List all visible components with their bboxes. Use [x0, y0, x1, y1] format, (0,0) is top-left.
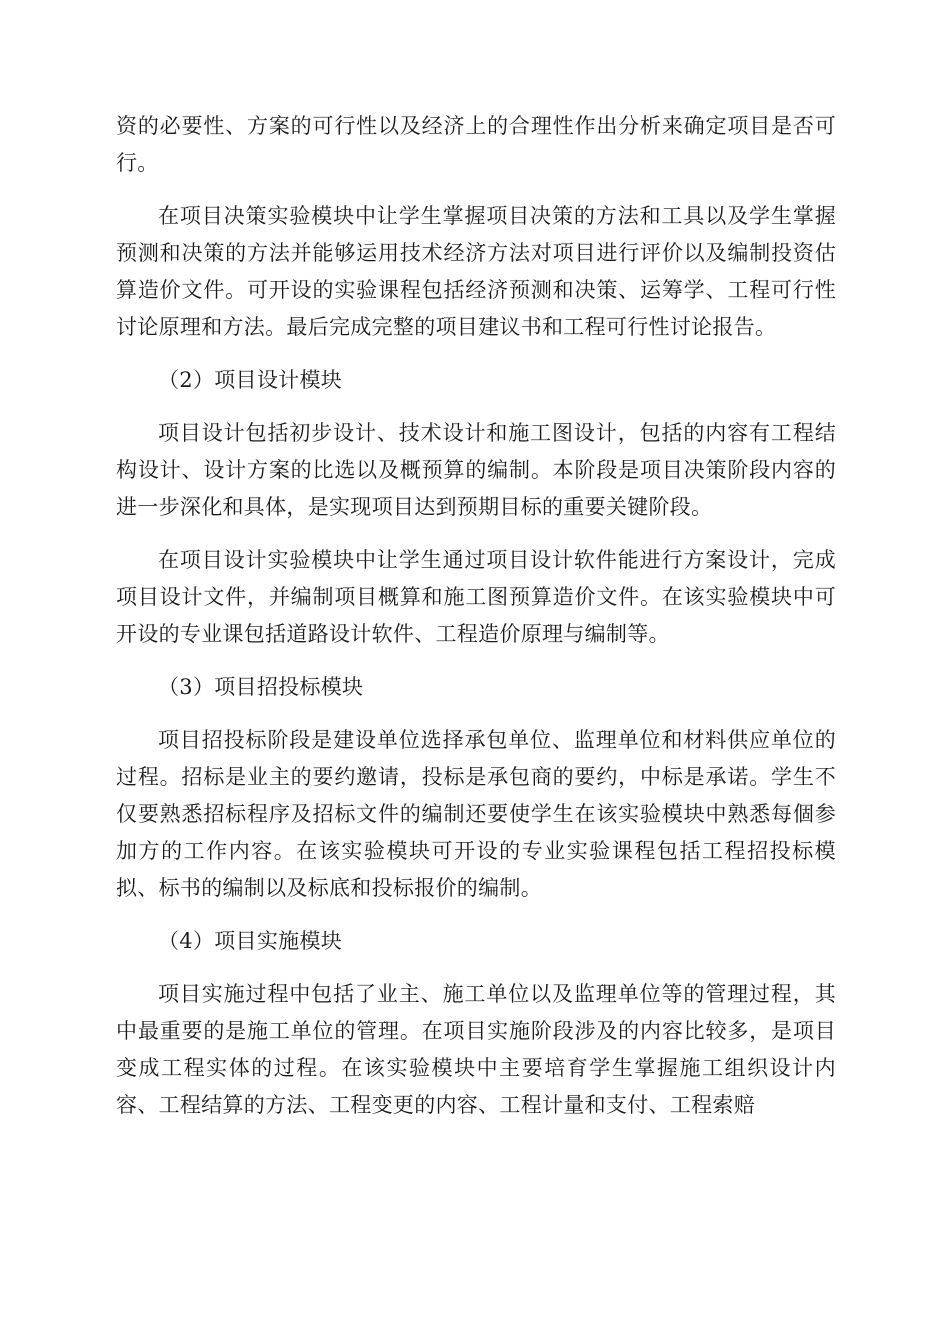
- document-page: [116, 108, 836, 1124]
- paragraph-design-intro: 项目设计包括初步设计、技术设计和施工图设计，包括的内容有工程结构设计、设计方案的比选以及概预算的编制。本阶段是项目决策阶段内容的进一步深化和具体，是实现项目达到预期目标的重要关键阶段。: [116, 421, 836, 519]
- paragraph-bidding: 项目招投标阶段是建设单位选择承包单位、监理单位和材料供应单位的过程。招标是业主的要约邀请，投标是承包商的要约，中标是承诺。学生不仅要熟悉招标程序及招标文件的编制还要使学生在该实验模块中熟悉每個参加方的工作内容。在该实验模块可开设的专业实验课程包括工程招投标模拟、标书的编制以及标底和投标报价的编制。: [116, 728, 836, 900]
- paragraph-design-lab: 在项目设计实验模块中让学生通过项目设计软件能进行方案设计，完成项目设计文件，并编制项目概算和施工图预算造价文件。在该实验模块中可开设的专业课包括道路设计软件、工程造价原理与编制等。: [116, 548, 836, 646]
- paragraph-decision-lab: 在项目决策实验模块中让学生掌握项目决策的方法和工具以及学生掌握预测和决策的方法并能够运用技术经济方法对项目进行评价以及编制投资估算造价文件。可开设的实验课程包括经济预测和决策、运筹学、工程可行性讨论原理和方法。最后完成完整的项目建议书和工程可行性讨论报告。: [116, 204, 836, 339]
- heading-implementation-module: （4）项目实施模块: [158, 929, 343, 953]
- paragraph-continuation: 资的必要性、方案的可行性以及经济上的合理性作出分析来确定项目是否可行。: [116, 114, 836, 175]
- paragraph-implementation: 项目实施过程中包括了业主、施工单位以及监理单位等的管理过程，其中最重要的是施工单位的管理。在项目实施阶段涉及的内容比较多，是项目变成工程实体的过程。在该实验模块中主要培育学生掌握施工组织设计内容、工程结算的方法、工程变更的内容、工程计量和支付、工程索赔: [116, 982, 836, 1117]
- heading-bidding-module: （3）项目招投标模块: [158, 675, 364, 699]
- heading-design-module: （2）项目设计模块: [158, 368, 343, 392]
